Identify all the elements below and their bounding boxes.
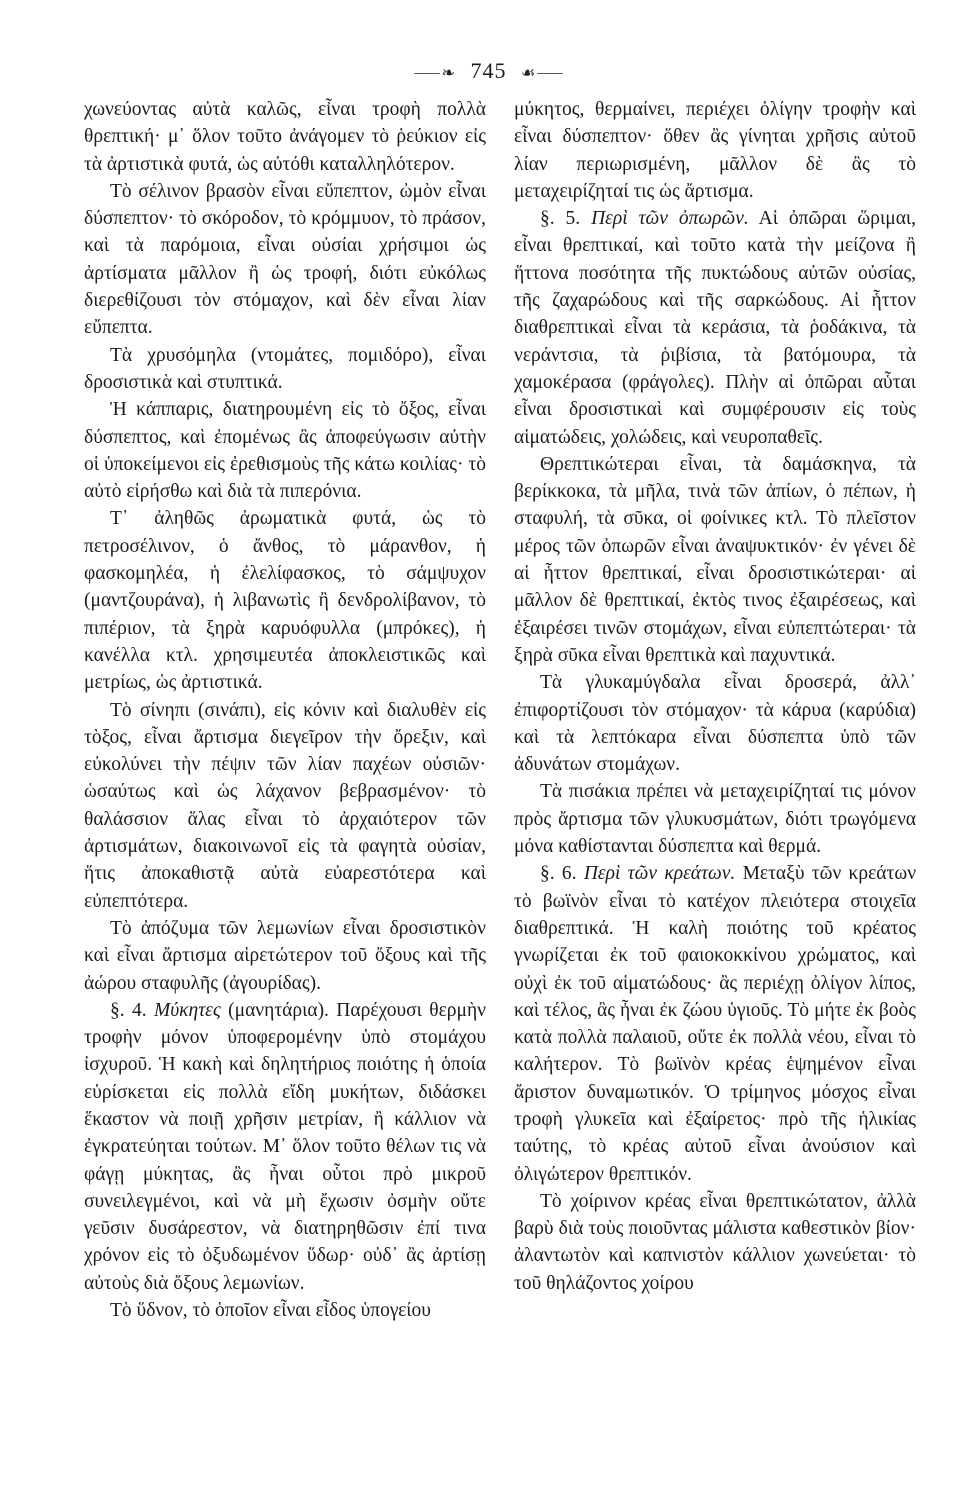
paragraph: Ἡ κάππαρις, διατηρουμένη εἰς τὸ ὄξος, εἶναι δύσπεπτος, καὶ ἐπομένως ἂς ἀποφεύγωσιν αὐτὴν οἱ ὑποκείμενοι εἰς ἐρεθισμοὺς τῆς κάτω κοιλίας· τὸ αὐτὸ εἰρήσθω καὶ διὰ τὰ πιπερόνια. bbox=[84, 399, 486, 503]
section-text: Αἱ ὀπῶραι ὥριμαι, εἶναι θρεπτικαί, καὶ τοῦτο κατὰ τὴν μείζονα ἢ ἥττονα ποσότητα τῆς πυκτώδους αὐτῶν οὐσίας, τῆς ζαχαρώδους καὶ τῆς σαρκώδους. Αἱ ἧττον διαθρεπτικαὶ εἶναι τὰ κεράσια, τὰ ῥοδάκινα, τὰ νεράντσια, τὰ ῥιβίσια, τὰ βατόμουρα, τὰ χαμοκέρασα (φράγολες). Πλὴν αἱ ὀπῶραι αὗται εἶναι δροσιστικαὶ καὶ συμφέρουσιν εἰς τοὺς αἱματώδεις, χολώδεις, καὶ νευροπαθεῖς. bbox=[514, 208, 917, 448]
section-title: Περὶ τῶν ὀπωρῶν. bbox=[591, 208, 749, 230]
section-text: Μεταξὺ τῶν κρεάτων τὸ βωϊνὸν εἶναι τὸ κατέχον πλειότερα στοιχεῖα διαθρεπτικά. Ἡ καλὴ ποιότης τοῦ κρέατος γνωρίζεται ἐκ τοῦ φαιοκοκκίνου χρώματος, καὶ οὐχὶ ἐκ τοῦ αἱματώδους· ἂς περιέχῃ ὀλίγον λίπος, καὶ τέλος, ἂς ἦναι ἐκ ζώου ὑγιοῦς. Τὸ μήτε ἐκ βοὸς κατὰ πολλὰ παλαιοῦ, οὔτε ἐκ πολλὰ νέου, εἶναι τὸ καλήτερον. Τὸ βωϊνὸν κρέας ἑψημένον εἶναι ἄριστον δυναμωτικόν. Ὁ τρίμηνος μόσχος εἶναι τροφὴ γλυκεῖα καὶ ἐξαίρετος· πρὸ τῆς ἡλικίας ταύτης, τὸ κρέας αὐτοῦ εἶναι ἀνούσιον καὶ ὀλιγώτερον θρεπτικόν. bbox=[514, 863, 917, 1185]
section-number: §. 5. bbox=[540, 208, 581, 230]
paragraph: χωνεύοντας αὐτὰ καλῶς, εἶναι τροφὴ πολλὰ θρεπτική· μ᾽ ὅλον τοῦτο ἀνάγομεν τὸ ῥεύκιον εἰς τὰ ἀρτιστικὰ φυτά, ὡς αὐτόθι καταλληλότερον. bbox=[84, 99, 486, 175]
section-title: Μύκητες bbox=[153, 999, 221, 1021]
section-paragraph bbox=[514, 860, 916, 1188]
paragraph: μύκητος, θερμαίνει, περιέχει ὀλίγην τροφὴν καὶ εἶναι δύσπεπτον· ὅθεν ἂς γίνηται χρῆσις αὐτοῦ λίαν περιωρισμένη, μᾶλλον δὲ ἂς τὸ μεταχειρίζηταί τις ὡς ἄρτισμα. bbox=[514, 99, 916, 202]
paragraph: Τ᾽ ἀληθῶς ἀρωματικὰ φυτά, ὡς τὸ πετροσέλινον, ὁ ἄνθος, τὸ μάρανθον, ἡ φασκομηλέα, ἡ ἐλελίφασκος, τὸ σάμψυχον (μαντζουράνα), ἡ λιβανωτὶς ἢ δενδρολίβανον, τὸ πιπέριον, τὰ ξηρὰ καρυόφυλλα (μπρόκες), ἡ κανέλλα κτλ. χρησιμευτέα ἀποκλειστικῶς καὶ μετρίως, ὡς ἀρτιστικά. bbox=[84, 508, 486, 694]
paragraph: Τὸ ἀπόζυμα τῶν λεμωνίων εἶναι δροσιστικὸν καὶ εἶναι ἄρτισμα αἱρετώτερον τοῦ ὄξους καὶ τῆς ἀώρου σταφυλῆς (ἀγουρίδας). bbox=[84, 917, 486, 994]
paragraph: Θρεπτικώτεραι εἶναι, τὰ δαμάσκηνα, τὰ βερίκκοκα, τὰ μῆλα, τινὰ τῶν ἀπίων, ὁ πέπων, ἡ σταφυλή, τὰ σῦκα, οἱ φοίνικες κτλ. Τὸ πλεῖστον μέρος τῶν ὀπωρῶν εἶναι ἀναψυκτικόν· ἐν γένει δὲ αἱ ἧττον θρεπτικαί, εἶναι δροσιστικώτεραι· αἱ μᾶλλον δὲ θρεπτικαί, ἐκτὸς τινος ἐξαιρέσεως, καὶ ἐξαιρέσει τινῶν στομάχων, εἶναι εὐπεπτώτεραι· τὰ ξηρὰ σῦκα εἶναι θρεπτικὰ καὶ παχυντικά. bbox=[514, 453, 916, 666]
section-paragraph bbox=[84, 997, 486, 1297]
paragraph: Τὰ πισάκια πρέπει νὰ μεταχειρίζηταί τις μόνον πρὸς ἄρτισμα τῶν γλυκυσμάτων, διότι τρωγόμενα μόνα καθίστανται δύσπεπτα καὶ θερμά. bbox=[514, 781, 916, 858]
paragraph: Τὸ χοίρινον κρέας εἶναι θρεπτικώτατον, ἀλλὰ βαρὺ διὰ τοὺς ποιοῦντας μάλιστα καθεστικὸν βίον· ἀλαντωτὸν καὶ καπνιστὸν κάλλιον χωνεύεται· τὸ τοῦ θηλάζοντος χοίρου bbox=[514, 1190, 916, 1294]
paragraph: Τὰ γλυκαμύγδαλα εἶναι δροσερά, ἀλλ᾽ ἐπιφορτίζουσι τὸν στόμαχον· τὰ κάρυα (καρύδια) καὶ τὰ λεπτόκαρα εἶναι δύσπεπτα ὑπὸ τῶν ἀδυνάτων στομάχων. bbox=[514, 672, 916, 776]
page-header bbox=[0, 58, 978, 84]
paragraph: Τὰ χρυσόμηλα (ντομάτες, πομιδόρο), εἶναι δροσιστικὰ καὶ στυπτικά. bbox=[84, 344, 486, 393]
right-column bbox=[514, 96, 916, 1297]
section-number: §. 6. bbox=[540, 863, 577, 885]
paragraph: Τὸ ὕδνον, τὸ ὁποῖον εἶναι εἶδος ὑπογείου bbox=[110, 1300, 431, 1322]
paragraph: Τὸ σέλινον βρασὸν εἶναι εὔπεπτον, ὠμὸν εἶναι δύσπεπτον· τὸ σκόροδον, τὸ κρόμμυον, τὸ πράσον, καὶ τὰ παρόμοια, εἶναι οὐσίαι χρήσιμοι ὡς ἀρτίσματα μᾶλλον ἢ ὡς τροφή, διότι εὐκόλως διερεθίζουσι τὸν στόμαχον, καὶ δὲν εἶναι λίαν εὔπεπτα. bbox=[84, 180, 486, 339]
left-column bbox=[84, 96, 486, 1324]
section-text: (μανητάρια). Παρέχουσι θερμὴν τροφὴν μόνον ὑποφερομένην ὑπὸ στομάχου ἰσχυροῦ. Ἡ κακὴ καὶ δηλητήριος ποιότης ἡ ὁποία εὑρίσκεται εἰς πολλὰ εἴδη μυκήτων, διδάσκει ἕκαστον νὰ ποιῇ χρῆσιν μετρίαν, ἢ κάλλιον νὰ ἐγκρατεύηται τούτων. Μ᾽ ὅλον τοῦτο θέλων τις νὰ φάγῃ μύκητας, ἂς ἦναι οὗτοι πρὸ μικροῦ συνειλεγμένοι, καὶ νὰ μὴ ἔχωσιν ὀσμὴν οὔτε γεῦσιν δυσάρεστον, νὰ διατηρηθῶσιν ἐπί τινα χρόνον εἰς τὸ ὀξυδωμένον ὕδωρ· οὐδ᾽ ἂς ἀρτίσῃ αὐτοὺς διὰ ὄξους λεμωνίων. bbox=[84, 999, 486, 1294]
page-number: 745 bbox=[470, 58, 507, 83]
section-number: §. 4. bbox=[110, 999, 147, 1021]
ornament-right: ☙⸺ bbox=[521, 65, 565, 82]
paragraph: Τὸ σίνηπι (σινάπι), εἰς κόνιν καὶ διαλυθὲν εἰς τὸξος, εἶναι ἄρτισμα διεγεῖρον τὴν ὄρεξιν, καὶ εὐκολύνει τὴν πέψιν τῶν λίαν παχέων οὐσιῶν· ὡσαύτως καὶ ὡς λάχανον βεβρασμένον· τὸ θαλάσσιον ἅλας εἶναι τὸ ἀρχαιότερον τῶν ἀρτισμάτων, διακοινωνοῖ εἰς τὰ φαγητὰ οὐσίαν, ἥτις ἀποκαθιστᾷ αὐτὰ εὐαρεστότερα καὶ εὐπεπτότερα. bbox=[84, 699, 486, 912]
ornament-left: ⸺❧ bbox=[413, 65, 457, 82]
section-paragraph bbox=[514, 205, 916, 451]
section-title: Περὶ τῶν κρεάτων. bbox=[583, 863, 736, 885]
